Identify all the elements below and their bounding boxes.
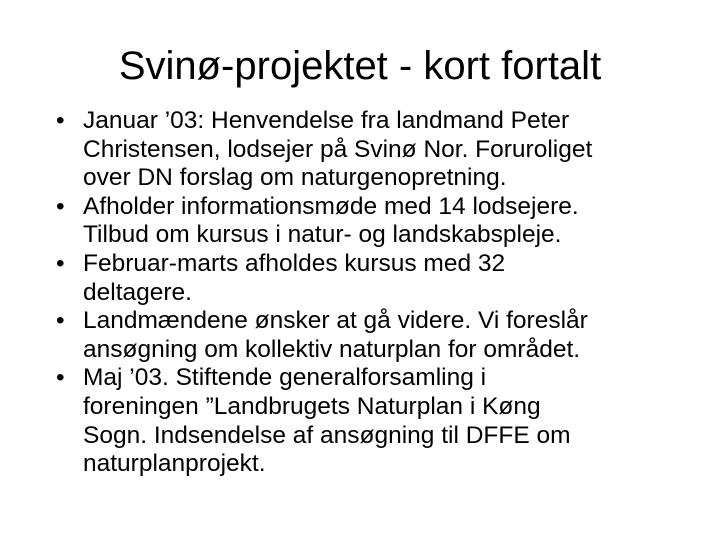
bullet-text-line: over DN forslag om naturgenopretning. xyxy=(83,164,507,192)
bullet-item xyxy=(56,107,696,193)
bullet-text-line: Tilbud om kursus i natur- og landskabspleje. xyxy=(83,221,562,249)
bullet-text-line: naturplanprojekt. xyxy=(83,450,266,478)
bullet-marker: • xyxy=(56,307,65,335)
bullet-text-line: Landmændene ønsker at gå videre. Vi foreslår xyxy=(83,307,588,335)
bullet-text-line: deltagere. xyxy=(83,278,192,306)
bullet-item xyxy=(56,193,696,250)
bullet-text-line: Februar-marts afholdes kursus med 32 xyxy=(83,249,506,277)
bullet-text-line: Januar ’03: Henvendelse fra landmand Peter xyxy=(83,107,570,134)
slide-title: Svinø-projektet - kort fortalt xyxy=(118,44,602,88)
bullet-item xyxy=(56,364,696,478)
bullet-marker: • xyxy=(56,107,65,134)
bullet-text-line: Afholder informationsmøde med 14 lodsejere. xyxy=(83,192,579,220)
bullet-text-line: ansøgning om kollektiv naturplan for området. xyxy=(83,335,581,363)
bullet-text-line: foreningen ”Landbrugets Naturplan i Køng xyxy=(83,392,541,420)
bullet-item xyxy=(56,250,696,307)
bullet-text-line: Christensen, lodsejer på Svinø Nor. Foruroliget xyxy=(83,135,593,163)
bullet-list xyxy=(56,107,696,479)
bullet-marker: • xyxy=(56,364,65,392)
bullet-marker: • xyxy=(56,249,65,277)
bullet-text-line: Sogn. Indsendelse af ansøgning til DFFE om xyxy=(83,421,571,449)
bullet-text-line: Maj ’03. Stiftende generalforsamling i xyxy=(83,364,487,392)
bullet-item xyxy=(56,307,696,364)
bullet-marker: • xyxy=(56,192,65,220)
